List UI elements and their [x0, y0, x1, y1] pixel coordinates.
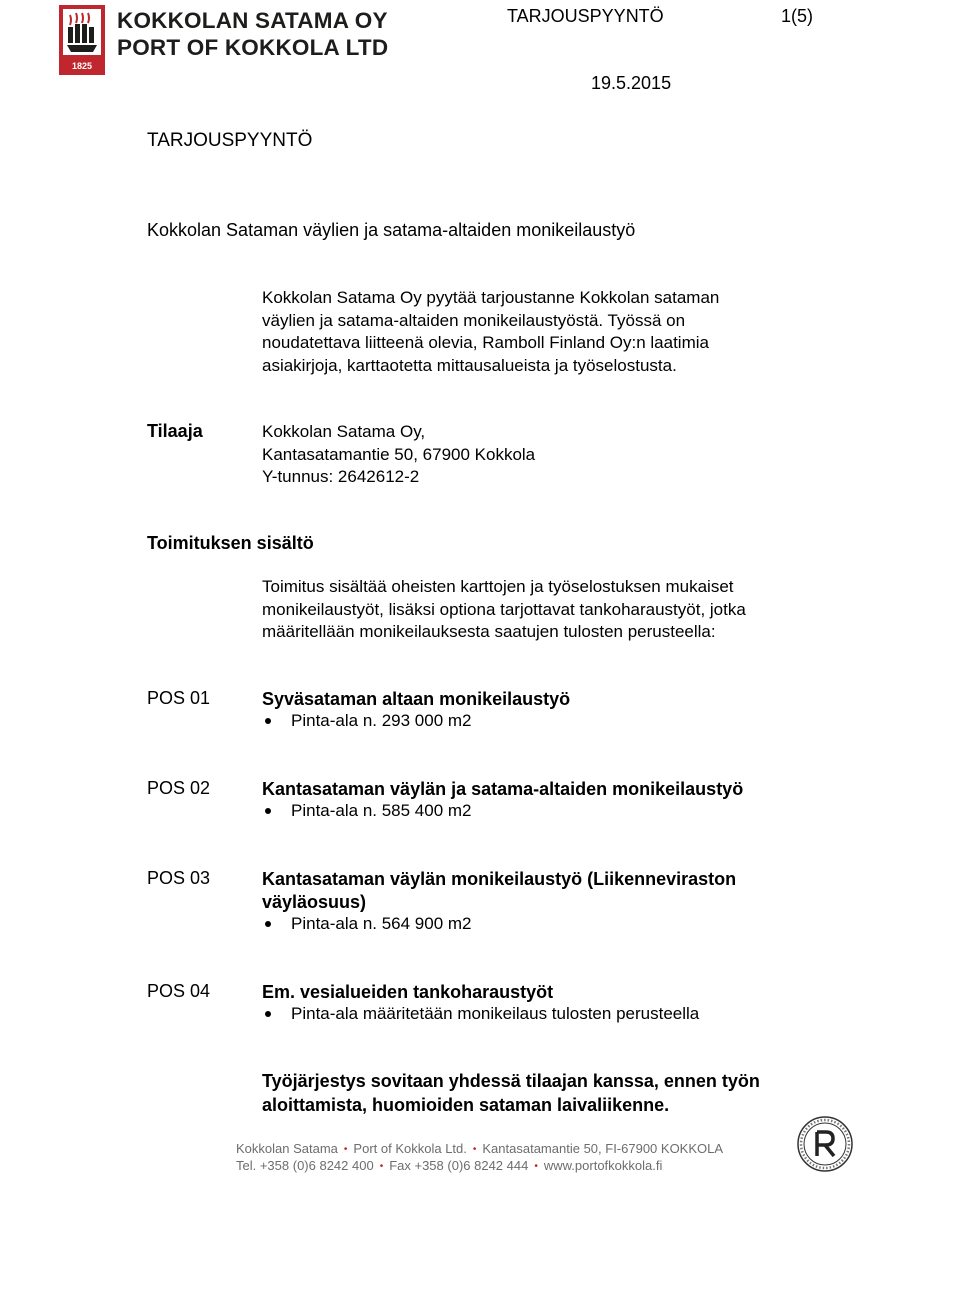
footer-line-2: [236, 1158, 723, 1175]
page-footer: [236, 1141, 723, 1175]
document-title: TARJOUSPYYNTÖ: [147, 130, 313, 151]
client-name: Kokkolan Satama Oy,: [262, 422, 426, 441]
pos-03-area: Pinta-ala n. 564 900 m2: [291, 914, 472, 933]
bullet-icon: [265, 1011, 271, 1017]
pos-01-label: POS 01: [147, 688, 211, 708]
closing-line: Työjärjestys sovitaan yhdessä tilaajan kanssa, ennen työn: [262, 1071, 760, 1091]
delivery-paragraph: [262, 576, 746, 644]
pos-04-area: Pinta-ala määritetään monikeilaus tulosten perusteella: [291, 1004, 700, 1023]
pos-01-area: Pinta-ala n. 293 000 m2: [291, 711, 472, 730]
pos-02-area: Pinta-ala n. 585 400 m2: [291, 801, 472, 820]
footer-phone: Tel. +358 (0)6 8242 400: [236, 1158, 374, 1173]
client-label: Tilaaja: [147, 421, 203, 441]
logo-year: 1825: [71, 61, 93, 71]
footer-separator: •: [472, 1144, 477, 1155]
pos-04-label: POS 04: [147, 981, 211, 1001]
closing-line: aloittamista, huomioiden sataman laivaliikenne.: [262, 1094, 670, 1115]
document-subject: Kokkolan Sataman väylien ja satama-altaiden monikeilaustyö: [147, 220, 636, 240]
footer-company-en: Port of Kokkola Ltd.: [353, 1141, 467, 1156]
pos-04-title: [262, 981, 553, 1004]
pos-03-bullet: [262, 914, 472, 934]
footer-separator: •: [343, 1144, 348, 1155]
footer-fax: Fax +358 (0)6 8242 444: [389, 1158, 529, 1173]
delivery-label: Toimituksen sisältö: [147, 533, 314, 553]
client-details: [262, 421, 535, 489]
footer-address: Kantasatamantie 50, FI-67900 KOKKOLA: [482, 1141, 724, 1156]
footer-company: Kokkolan Satama: [236, 1141, 338, 1156]
registered-certification-seal-icon: [796, 1115, 854, 1173]
bullet-icon: [265, 808, 271, 814]
bullet-icon: [265, 921, 271, 927]
bullet-icon: [265, 718, 271, 724]
pos-title-line: väyläosuus): [262, 891, 367, 912]
pos-03-title: [262, 868, 736, 913]
intro-line: väylien ja satama-altaiden monikeilaustyöstä. Työssä on: [262, 310, 686, 330]
footer-website: www.portofkokkola.fi: [543, 1158, 663, 1173]
company-name-en: PORT OF KOKKOLA LTD: [117, 35, 389, 60]
footer-separator: •: [534, 1161, 538, 1172]
pos-title-line: Kantasataman väylän ja satama-altaiden monikeilaustyö: [262, 779, 744, 799]
pos-01-title: [262, 688, 570, 711]
delivery-line: monikeilaustyöt, lisäksi optiona tarjottavat tankoharaustyöt, jotka: [262, 599, 746, 619]
pos-01-bullet: [262, 711, 472, 731]
pos-02-bullet: [262, 801, 472, 821]
client-business-id: Y-tunnus: 2642612-2: [262, 467, 420, 487]
pos-title-line: Syväsataman altaan monikeilaustyö: [262, 689, 571, 709]
pos-04-bullet: [262, 1004, 699, 1024]
footer-line-1: [236, 1141, 723, 1158]
company-logo: [59, 5, 105, 75]
pos-03-label: POS 03: [147, 868, 211, 888]
delivery-line: määritellään monikeilauksesta saatujen tulosten perusteella:: [262, 622, 716, 642]
intro-line: Kokkolan Satama Oy pyytää tarjoustanne Kokkolan sataman: [262, 288, 720, 307]
delivery-line: Toimitus sisältää oheisten karttojen ja työselostuksen mukaiset: [262, 577, 734, 596]
intro-paragraph: [262, 287, 719, 378]
pos-title-line: Em. vesialueiden tankoharaustyöt: [262, 982, 554, 1002]
header-date: 19.5.2015: [591, 73, 672, 93]
header-page-number: 1(5): [781, 6, 814, 26]
client-address: Kantasatamantie 50, 67900 Kokkola: [262, 444, 536, 464]
closing-note: [262, 1070, 760, 1117]
intro-line: noudatettava liitteenä olevia, Ramboll Finland Oy:n laatimia: [262, 333, 709, 353]
footer-separator: •: [379, 1161, 384, 1172]
header-doc-type: TARJOUSPYYNTÖ: [507, 6, 664, 26]
company-name-fi: KOKKOLAN SATAMA OY: [117, 8, 388, 33]
company-name: [117, 7, 388, 61]
intro-line: asiakirjoja, karttaotetta mittausalueista ja työselostusta.: [262, 356, 677, 376]
pos-02-title: [262, 778, 743, 801]
pos-title-line: Kantasataman väylän monikeilaustyö (Liikenneviraston: [262, 869, 737, 889]
port-logo-icon: [59, 5, 105, 75]
pos-02-label: POS 02: [147, 778, 211, 798]
